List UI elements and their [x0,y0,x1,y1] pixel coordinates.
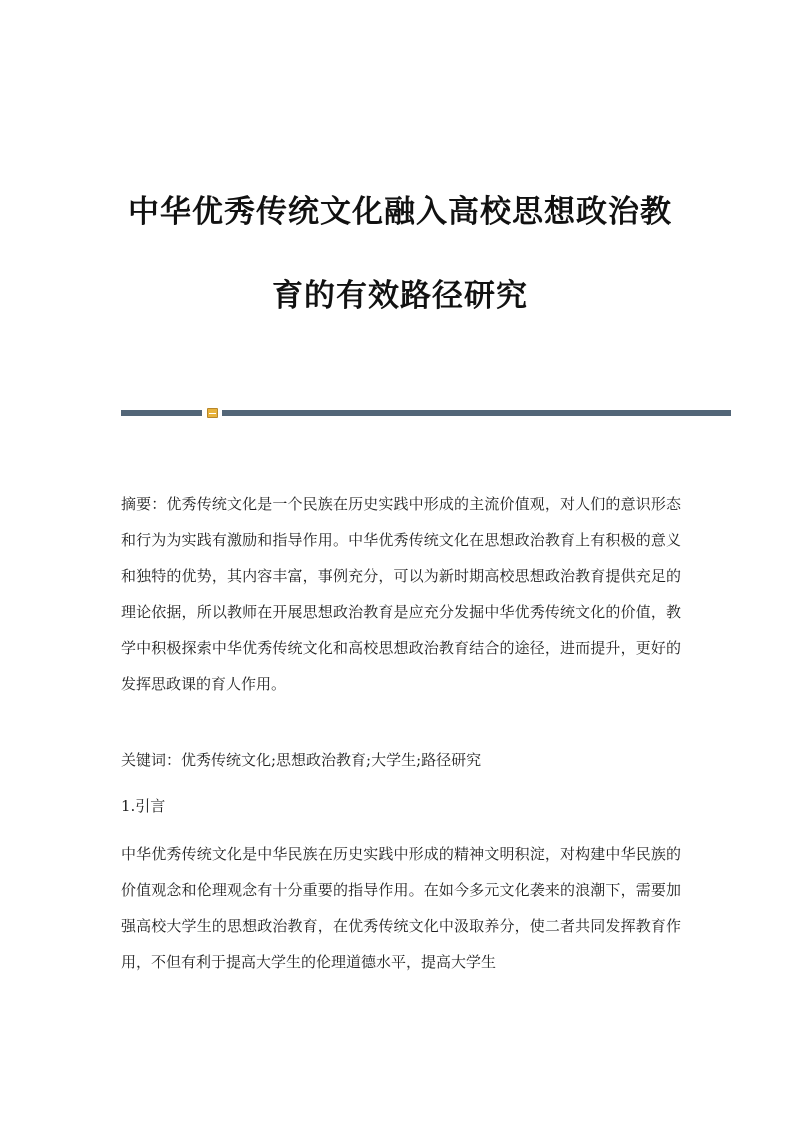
abstract-paragraph: 摘要：优秀传统文化是一个民族在历史实践中形成的主流价值观，对人们的意识形态和行为为实践有激励和指导作用。中华优秀传统文化在思想政治教育上有积极的意义和独特的优势，其内容丰富，事例充分，可以为新时期高校思想政治教育提供充足的理论依据，所以教师在开展思想政治教育是应充分发掘中华优秀传统文化的价值，教学中积极探索中华优秀传统文化和高校思想政治教育结合的途径，进而提升，更好的发挥思政课的育人作用。 [121,495,681,693]
introduction-paragraph: 中华优秀传统文化是中华民族在历史实践中形成的精神文明积淀，对构建中华民族的价值观念和伦理观念有十分重要的指导作用。在如今多元文化袭来的浪潮下，需要加强高校大学生的思想政治教育，在优秀传统文化中汲取养分，使二者共同发挥教育作用，不但有利于提高大学生的伦理道德水平，提高大学生 [121,845,681,971]
divider-bar-left [121,410,202,416]
title-divider [121,408,731,418]
section-heading-introduction: 1.引言 [121,797,166,815]
divider-ornament-icon [207,408,218,418]
keywords-line: 关键词：优秀传统文化;思想政治教育;大学生;路径研究 [121,751,482,769]
document-title-line-2: 育的有效路径研究 [272,278,528,314]
document-title-line-1: 中华优秀传统文化融入高校思想政治教 [128,194,672,230]
divider-bar-right [222,410,731,416]
